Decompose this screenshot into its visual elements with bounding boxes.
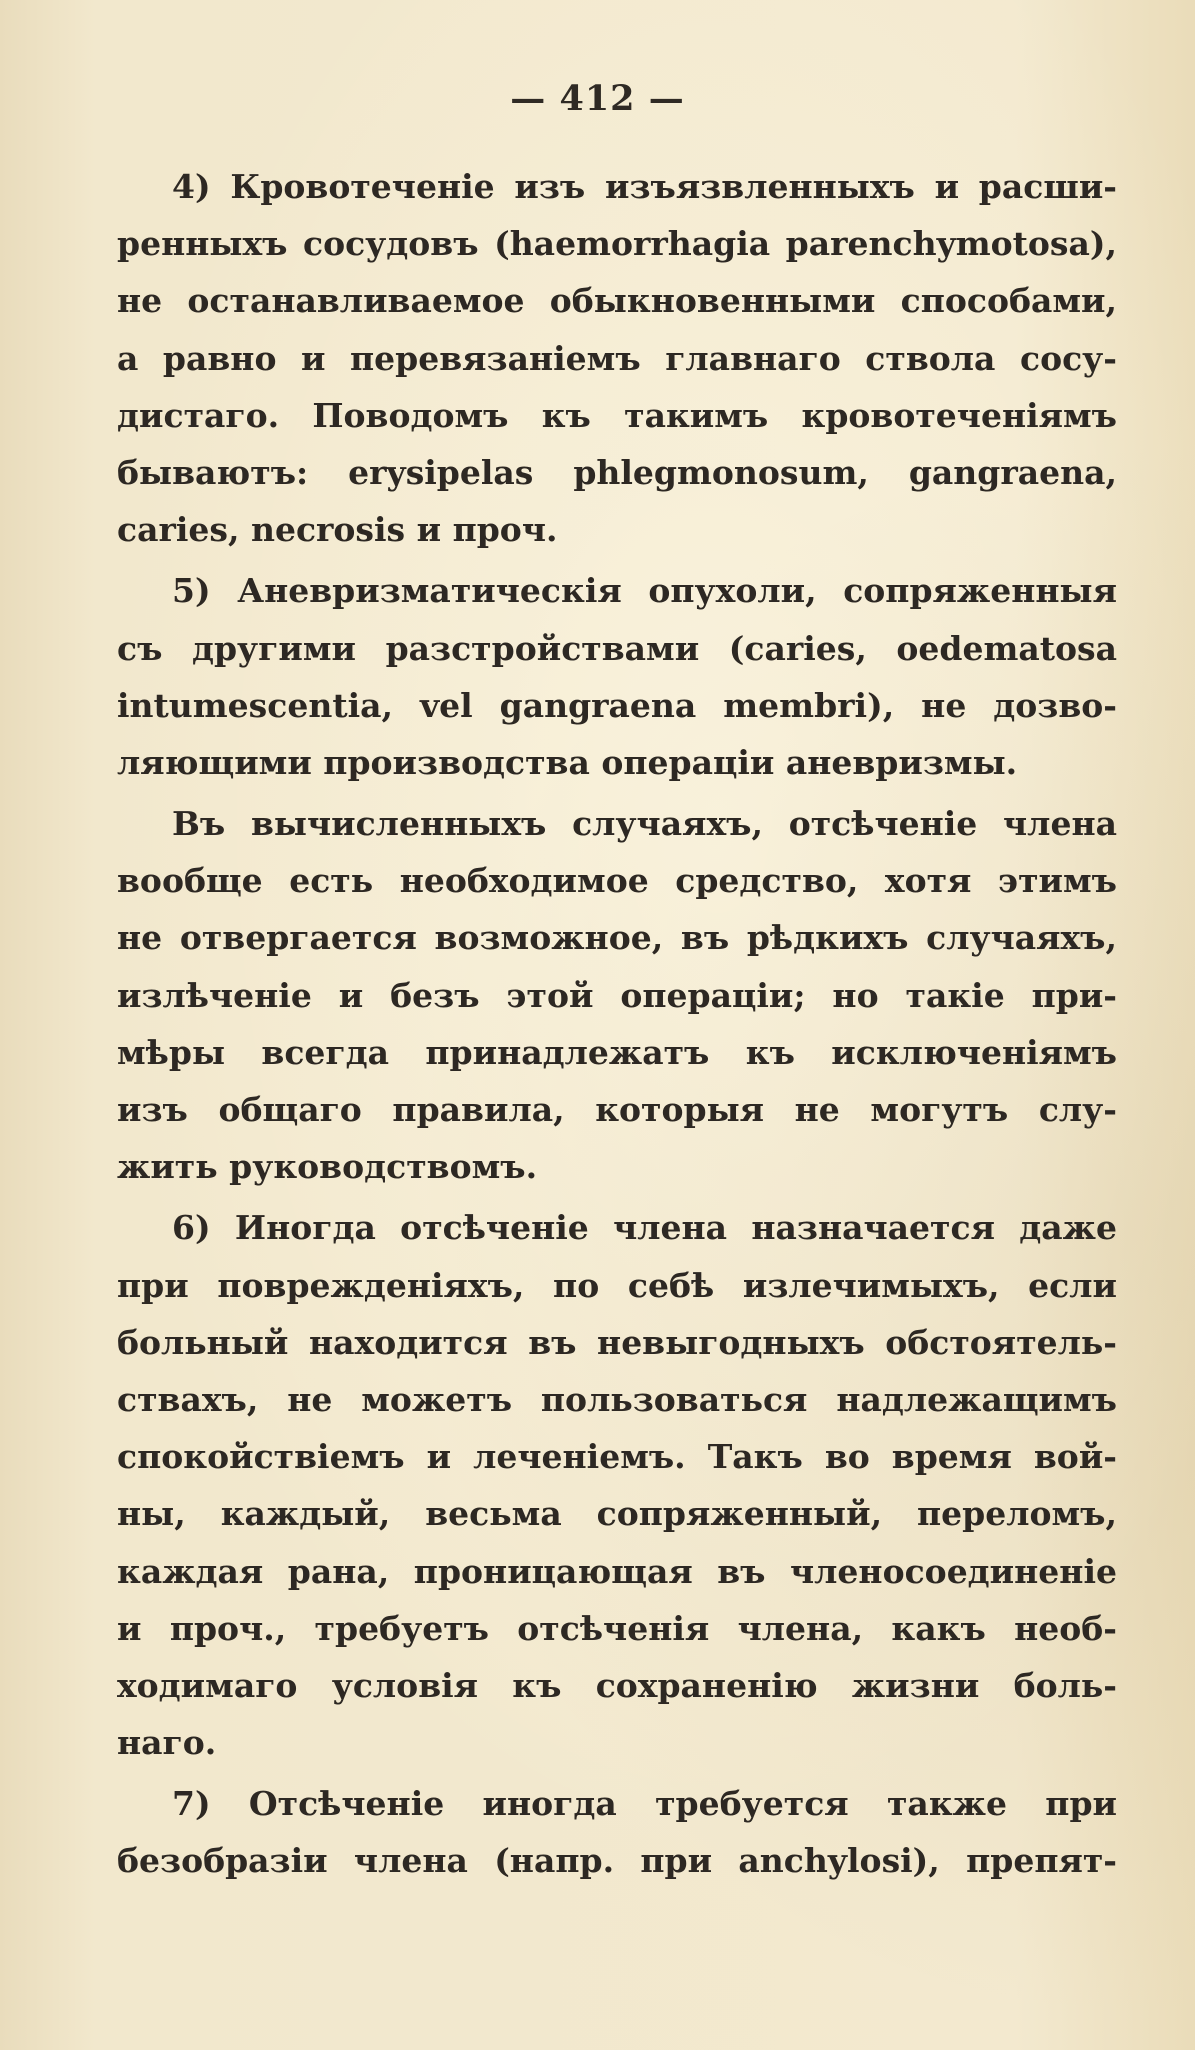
text-line: а равно и перевязаніемъ главнаго ствола сосу- xyxy=(117,338,1117,378)
text-line: вообще есть необходимое средство, хотя этимъ xyxy=(117,861,1117,901)
text-line: спокойствіемъ и леченіемъ. Такъ во время вой- xyxy=(117,1437,1117,1477)
text-line: caries, necrosis и проч. xyxy=(117,510,558,550)
text-line: больный находится въ невыгодныхъ обстоятель- xyxy=(117,1322,1117,1362)
paragraph-6 xyxy=(117,1199,1117,1771)
paragraph-5 xyxy=(117,562,1117,791)
text-line: изъ общаго правила, которыя не могутъ слу- xyxy=(117,1090,1117,1129)
text-line: не останавливаемое обыкновенными способами, xyxy=(117,281,1117,321)
text-line: intumescentia, vel gangraena membri), не дозво- xyxy=(117,685,1117,725)
text-line: излѣченіе и безъ этой операціи; но такіе при- xyxy=(117,975,1117,1015)
text-line: при поврежденіяхъ, по себѣ излечимыхъ, если xyxy=(117,1265,1117,1305)
text-line: ходимаго условія къ сохраненію жизни боль- xyxy=(117,1665,1117,1705)
text-line: ствахъ, не можетъ пользоваться надлежащимъ xyxy=(117,1379,1117,1419)
paragraph-4 xyxy=(117,158,1117,558)
text-line: безобразіи члена (напр. при anchylosi), препят- xyxy=(117,1841,1117,1881)
text-line: каждая рана, проницающая въ членосоединеніе xyxy=(117,1551,1117,1591)
text-line: 4) Кровотеченіе изъ изъязвленныхъ и расши- xyxy=(172,167,1117,206)
page-number: — 412 — xyxy=(510,78,685,119)
text-line: не отвергается возможное, въ рѣдкихъ случаяхъ, xyxy=(117,918,1117,958)
text-line: мѣры всегда принадлежатъ къ исключеніямъ xyxy=(117,1032,1117,1072)
text-line: наго. xyxy=(117,1723,217,1763)
text-line: дистаго. Поводомъ къ такимъ кровотеченіямъ xyxy=(117,395,1117,435)
paragraph-summary xyxy=(117,795,1117,1195)
text-line: 6) Иногда отсѣченіе члена назначается даже xyxy=(172,1208,1117,1248)
paragraph-7 xyxy=(117,1775,1117,1889)
text-line: ренныхъ сосудовъ (haemorrhagia parenchymotosa), xyxy=(117,224,1117,264)
text-line: жить руководствомъ. xyxy=(117,1147,538,1187)
text-line: ны, каждый, весьма сопряженный, переломъ, xyxy=(117,1494,1117,1534)
text-line: Въ вычисленныхъ случаяхъ, отсѣченіе члена xyxy=(172,804,1117,844)
body-text xyxy=(117,158,1117,1890)
text-line: съ другими разстройствами (caries, oedematosa xyxy=(117,628,1117,668)
text-line: 5) Аневризматическія опухоли, сопряженныя xyxy=(172,571,1117,611)
text-line: и проч., требуетъ отсѣченія члена, какъ необ- xyxy=(117,1608,1117,1648)
text-line: бываютъ: erysipelas phlegmonosum, gangraena, xyxy=(117,452,1117,492)
text-line: 7) Отсѣченіе иногда требуется также при xyxy=(172,1784,1117,1824)
text-line: ляющими производства операціи аневризмы. xyxy=(117,742,1018,782)
